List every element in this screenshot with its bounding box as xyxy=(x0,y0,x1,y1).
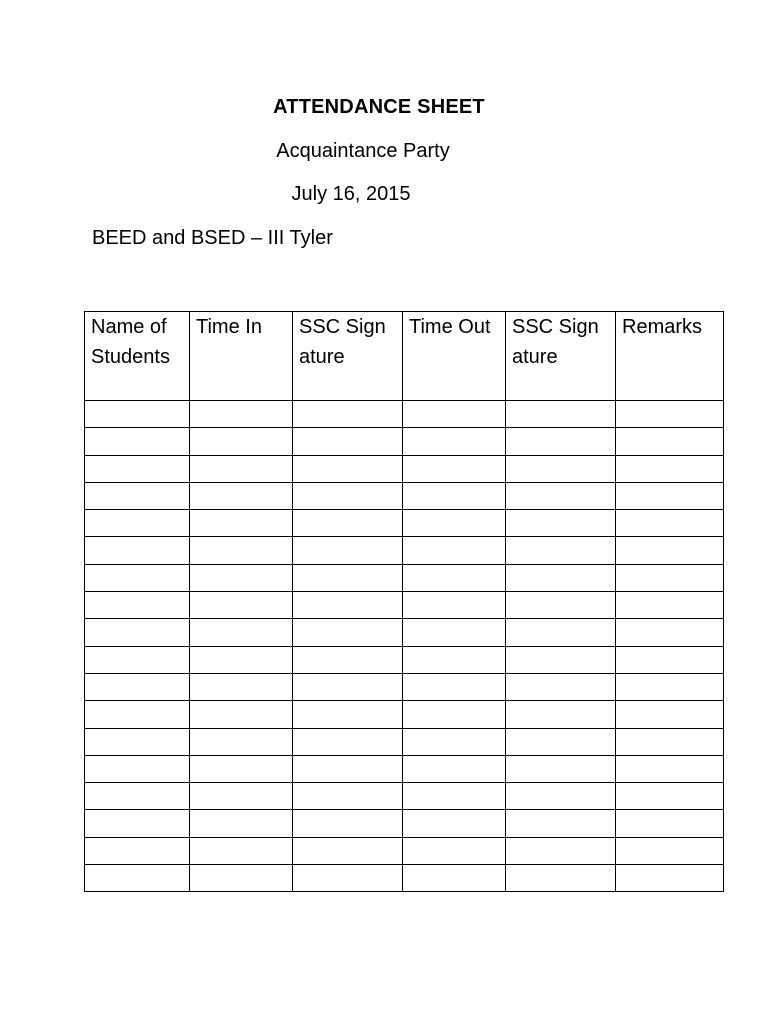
table-cell xyxy=(403,646,506,673)
table-cell xyxy=(293,837,403,864)
table-row xyxy=(85,646,724,673)
attendance-table-body xyxy=(85,401,724,892)
table-cell xyxy=(85,619,190,646)
table-cell xyxy=(403,701,506,728)
table-cell xyxy=(403,810,506,837)
table-row xyxy=(85,783,724,810)
table-cell xyxy=(85,783,190,810)
table-cell xyxy=(190,482,293,509)
table-cell xyxy=(403,783,506,810)
table-cell xyxy=(403,537,506,564)
table-cell xyxy=(85,837,190,864)
table-cell xyxy=(403,619,506,646)
table-cell xyxy=(293,619,403,646)
event-date: July 16, 2015 xyxy=(291,183,411,205)
table-cell xyxy=(506,401,616,428)
table-row xyxy=(85,428,724,455)
table-cell xyxy=(616,673,724,700)
column-header-time-in: Time In xyxy=(190,312,293,401)
table-cell xyxy=(293,455,403,482)
table-cell xyxy=(506,837,616,864)
table-row xyxy=(85,728,724,755)
table-cell xyxy=(190,865,293,892)
table-cell xyxy=(616,401,724,428)
table-row xyxy=(85,810,724,837)
table-cell xyxy=(85,510,190,537)
table-cell xyxy=(85,865,190,892)
table-row xyxy=(85,865,724,892)
table-cell xyxy=(85,537,190,564)
table-cell xyxy=(403,865,506,892)
table-cell xyxy=(403,837,506,864)
table-cell xyxy=(190,510,293,537)
table-cell xyxy=(616,619,724,646)
table-cell xyxy=(85,755,190,782)
table-row xyxy=(85,619,724,646)
table-cell xyxy=(85,401,190,428)
event-name: Acquaintance Party xyxy=(276,140,450,162)
page-title: ATTENDANCE SHEET xyxy=(273,96,485,118)
table-cell xyxy=(616,482,724,509)
table-cell xyxy=(616,428,724,455)
table-cell xyxy=(293,701,403,728)
table-cell xyxy=(616,455,724,482)
table-cell xyxy=(293,564,403,591)
column-header-ssc-signature-in: SSC Signature xyxy=(293,312,403,401)
table-cell xyxy=(85,728,190,755)
table-cell xyxy=(293,537,403,564)
table-cell xyxy=(616,510,724,537)
table-cell xyxy=(293,646,403,673)
table-cell xyxy=(293,592,403,619)
table-cell xyxy=(190,455,293,482)
table-cell xyxy=(85,646,190,673)
table-row xyxy=(85,673,724,700)
table-cell xyxy=(616,783,724,810)
table-cell xyxy=(190,619,293,646)
table-cell xyxy=(85,810,190,837)
table-cell xyxy=(293,810,403,837)
table-cell xyxy=(85,428,190,455)
table-cell xyxy=(403,510,506,537)
table-cell xyxy=(506,810,616,837)
table-cell xyxy=(190,701,293,728)
table-cell xyxy=(190,810,293,837)
table-cell xyxy=(616,810,724,837)
table-cell xyxy=(403,673,506,700)
column-header-remarks: Remarks xyxy=(616,312,724,401)
table-cell xyxy=(506,673,616,700)
table-row xyxy=(85,482,724,509)
table-row xyxy=(85,755,724,782)
table-cell xyxy=(506,455,616,482)
table-cell xyxy=(293,755,403,782)
table-cell xyxy=(506,646,616,673)
table-cell xyxy=(190,673,293,700)
table-cell xyxy=(506,428,616,455)
table-cell xyxy=(506,619,616,646)
table-cell xyxy=(506,482,616,509)
table-cell xyxy=(293,783,403,810)
table-cell xyxy=(85,564,190,591)
table-cell xyxy=(616,755,724,782)
table-cell xyxy=(506,592,616,619)
table-cell xyxy=(506,865,616,892)
table-cell xyxy=(403,401,506,428)
header-row xyxy=(85,312,724,401)
table-cell xyxy=(616,701,724,728)
table-cell xyxy=(85,455,190,482)
table-cell xyxy=(85,673,190,700)
table-cell xyxy=(506,564,616,591)
table-row xyxy=(85,592,724,619)
table-row xyxy=(85,701,724,728)
table-cell xyxy=(190,428,293,455)
table-cell xyxy=(403,428,506,455)
table-cell xyxy=(506,783,616,810)
table-cell xyxy=(190,755,293,782)
table-cell xyxy=(616,728,724,755)
table-cell xyxy=(616,592,724,619)
table-cell xyxy=(190,537,293,564)
table-cell xyxy=(616,865,724,892)
table-cell xyxy=(85,482,190,509)
table-cell xyxy=(506,728,616,755)
attendance-table xyxy=(84,311,724,892)
table-cell xyxy=(403,728,506,755)
table-row xyxy=(85,455,724,482)
table-cell xyxy=(403,592,506,619)
table-cell xyxy=(190,728,293,755)
table-cell xyxy=(293,482,403,509)
table-cell xyxy=(293,673,403,700)
table-row xyxy=(85,537,724,564)
table-cell xyxy=(190,592,293,619)
table-row xyxy=(85,564,724,591)
table-cell xyxy=(616,646,724,673)
table-cell xyxy=(616,564,724,591)
column-header-time-out: Time Out xyxy=(403,312,506,401)
table-cell xyxy=(190,646,293,673)
table-cell xyxy=(506,701,616,728)
table-cell xyxy=(403,755,506,782)
table-row xyxy=(85,837,724,864)
table-row xyxy=(85,510,724,537)
table-cell xyxy=(506,755,616,782)
table-cell xyxy=(190,564,293,591)
table-cell xyxy=(190,837,293,864)
table-cell xyxy=(190,401,293,428)
table-cell xyxy=(293,865,403,892)
table-cell xyxy=(616,837,724,864)
table-cell xyxy=(506,537,616,564)
table-cell xyxy=(293,401,403,428)
table-cell xyxy=(616,537,724,564)
table-cell xyxy=(403,564,506,591)
table-cell xyxy=(506,510,616,537)
class-section: BEED and BSED – III Tyler xyxy=(92,227,333,249)
column-header-name-of-students: Name of Students xyxy=(85,312,190,401)
table-cell xyxy=(403,482,506,509)
column-header-ssc-signature-out: SSC Signature xyxy=(506,312,616,401)
table-cell xyxy=(293,728,403,755)
table-cell xyxy=(403,455,506,482)
table-cell xyxy=(190,783,293,810)
table-row xyxy=(85,401,724,428)
table-cell xyxy=(293,428,403,455)
table-cell xyxy=(85,592,190,619)
table-cell xyxy=(85,701,190,728)
table-cell xyxy=(293,510,403,537)
